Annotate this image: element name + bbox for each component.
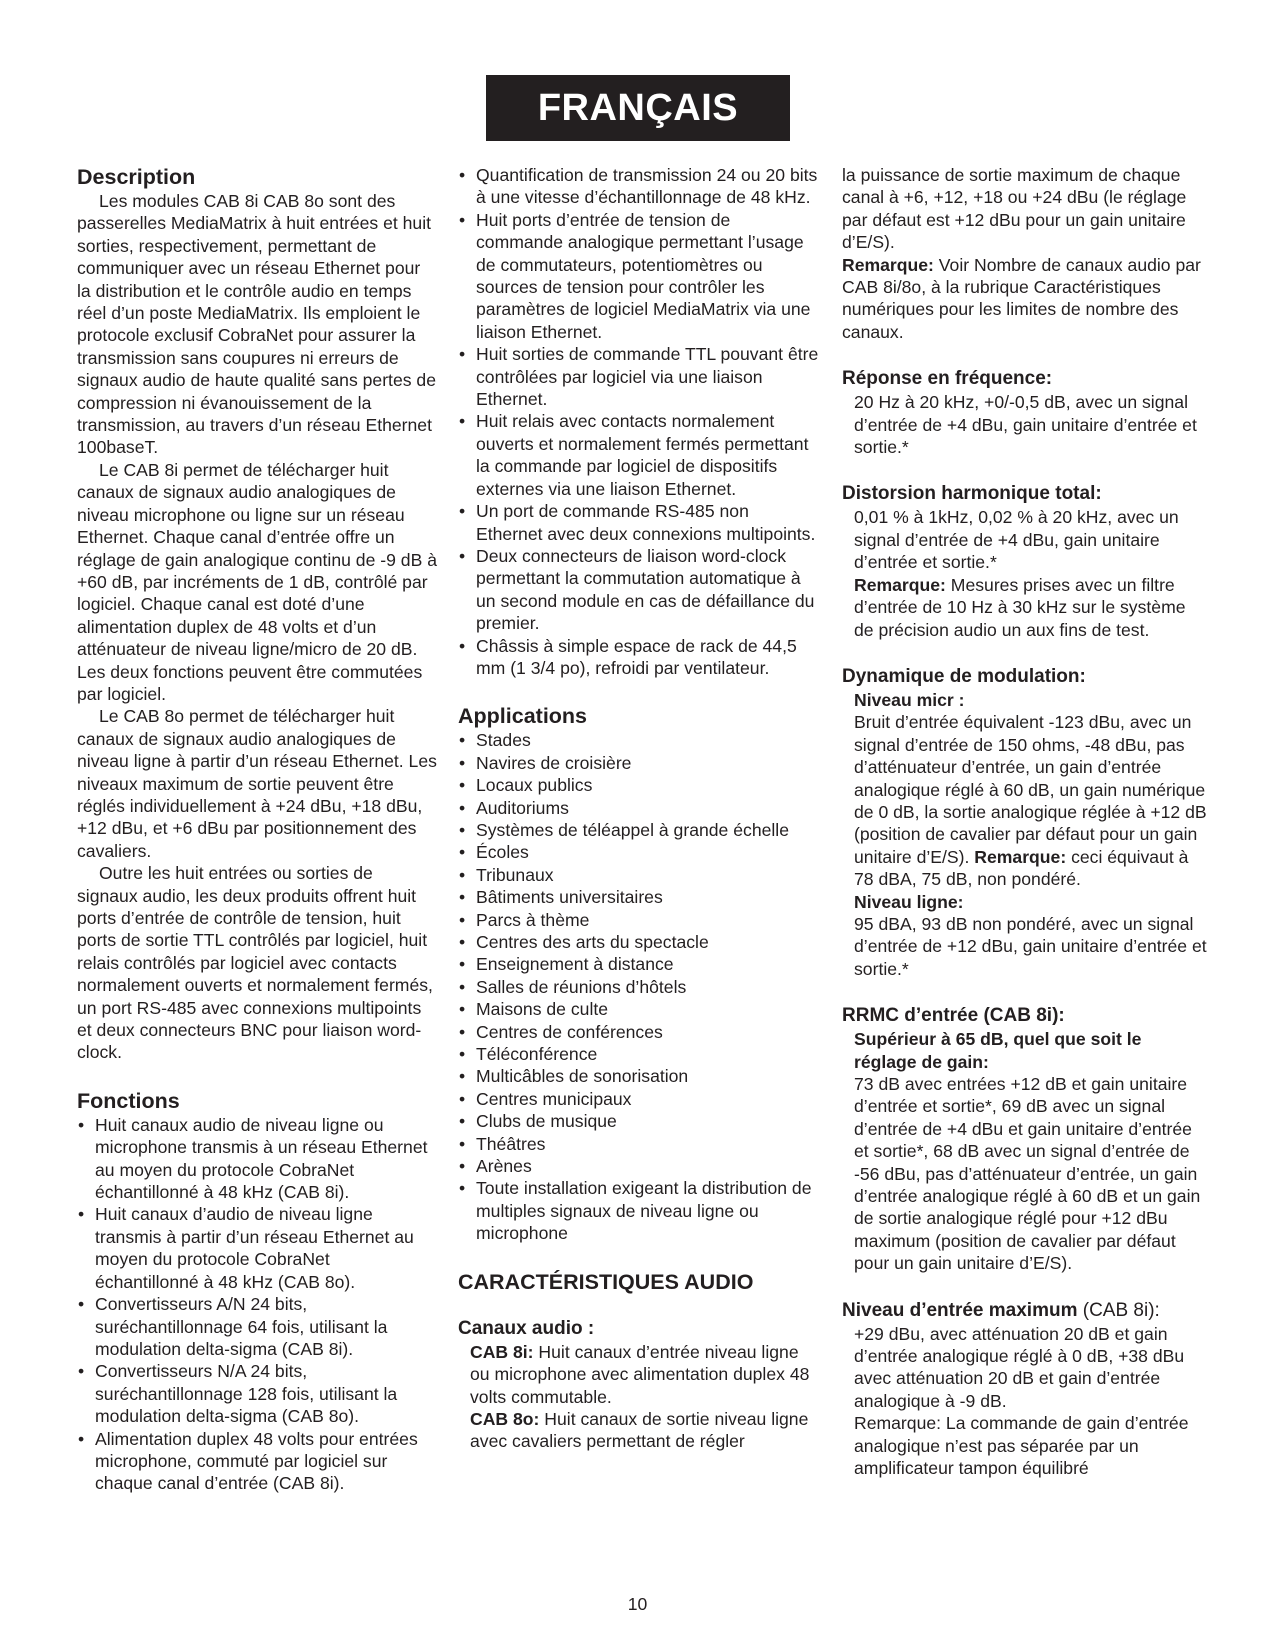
list-item: • Tribunaux (458, 864, 820, 886)
distorsion-heading: Distorsion harmonique total: (842, 483, 1102, 505)
list-item: • Auditoriums (458, 797, 820, 819)
remarque-label: Remarque: (854, 574, 946, 595)
description-paragraph: Le CAB 8i permet de télécharger huit canaux de signaux audio analogiques de niveau microphone ou ligne sur un réseau Ethernet. Chaque canal d’entrée offre un réglage de gain analogique continu de -9 dB à +60 dB, par incréments de 1 dB, contrôlé par logiciel. Chaque canal est doté d’une alimentation duplex de 48 volts et d’un atténuateur de niveau ligne/micro de 20 dB. Les deux fonctions peuvent être commutées par logiciel. (77, 459, 437, 704)
remarque-label: Remarque: (974, 846, 1067, 867)
applications-list (458, 729, 820, 1244)
list-item: • Deux connecteurs de liaison word-clock permettant la commutation automatique à un second module en cas de défaillance du premier. (458, 545, 820, 635)
niveau-max-suffix: (CAB 8i): (1077, 1299, 1160, 1321)
dynamique-heading: Dynamique de modulation: (842, 665, 1086, 687)
niveau-max-text: +29 dBu, avec atténuation 20 dB et gain d’entrée analogique réglé à 0 dB, +38 dBu avec atténuation 20 dB et gain d’entrée analogique à -9 dB. (854, 1323, 1185, 1411)
list-item: • Systèmes de téléappel à grande échelle (458, 819, 820, 841)
list-item: • Centres des arts du spectacle (458, 931, 820, 953)
niveau-micr-text (842, 711, 1207, 890)
language-banner (486, 75, 790, 141)
list-item: • Bâtiments universitaires (458, 886, 820, 908)
distorsion-remarque (842, 574, 1207, 641)
list-item: • Locaux publics (458, 774, 820, 796)
niveau-max-remarque: Remarque: La commande de gain d’entrée analogique n’est pas séparée par un amplificateur tampon équilibré (854, 1413, 1189, 1479)
list-item: • Enseignement à distance (458, 953, 820, 975)
audio-specs-heading: CARACTÉRISTIQUES AUDIO (458, 1269, 754, 1294)
list-item: • Convertisseurs A/N 24 bits, suréchantillonnage 64 fois, utilisant la modulation delta-sigma (CAB 8i). (77, 1293, 437, 1360)
list-item: • Téléconférence (458, 1043, 820, 1065)
distorsion-text: 0,01 % à 1kHz, 0,02 % à 20 kHz, avec un signal d’entrée de +4 dBu, gain unitaire d’entrée et sortie.* (854, 507, 1179, 573)
list-item: • Multicâbles de sonorisation (458, 1065, 820, 1087)
remarque-label: Remarque: (842, 254, 934, 275)
rrmc-subhead: Supérieur à 65 dB, quel que soit le réglage de gain: (854, 1029, 1142, 1072)
niveau-ligne-label: Niveau ligne: (854, 891, 964, 912)
list-item: • Stades (458, 729, 820, 751)
list-item: • Convertisseurs N/A 24 bits, suréchantillonnage 128 fois, utilisant la modulation delta-sigma (CAB 8o). (77, 1360, 437, 1427)
cab8i-text: Huit canaux d’entrée niveau ligne ou microphone avec alimentation duplex 48 volts commutable. (470, 1341, 810, 1407)
list-item: • Huit sorties de commande TTL pouvant être contrôlées par logiciel via une liaison Ethernet. (458, 343, 820, 410)
niveau-max-title: Niveau d’entrée maximum (842, 1299, 1078, 1321)
list-item: • Navires de croisière (458, 752, 820, 774)
reponse-text: 20 Hz à 20 kHz, +0/-0,5 dB, avec un signal d’entrée de +4 dBu, gain unitaire d’entrée et sortie.* (854, 392, 1197, 458)
list-item: • Huit ports d’entrée de tension de commande analogique permettant l’usage de commutateurs, potentiomètres ou sources de tension pour contrôler les paramètres de logiciel MediaMatrix via une liaison Ethernet. (458, 209, 820, 343)
niveau-micr-label: Niveau micr : (854, 689, 965, 710)
remarque-text: Voir Nombre de canaux audio par CAB 8i/8o, à la rubrique Caractéristiques numériques pour les limites de nombre des canaux. (842, 254, 1201, 342)
remarque-text: Mesures prises avec un filtre d’entrée de 10 Hz à 30 kHz sur le système de précision audio un aux fins de test. (854, 574, 1186, 640)
list-item: • Toute installation exigeant la distribution de multiples signaux de niveau ligne ou microphone (458, 1177, 820, 1244)
list-item: • Quantification de transmission 24 ou 20 bits à une vitesse d’échantillonnage de 48 kHz. (458, 164, 820, 209)
list-item: • Clubs de musique (458, 1110, 820, 1132)
list-item: • Arènes (458, 1155, 820, 1177)
cab8o-label: CAB 8o: (470, 1408, 540, 1429)
cab8o-continued-text: la puissance de sortie maximum de chaque canal à +6, +12, +18 ou +24 dBu (le réglage par défaut est +12 dBu pour un gain unitaire d’E/S). (842, 165, 1187, 253)
rrmc-heading: RRMC d’entrée (CAB 8i): (842, 1005, 1065, 1027)
banner-title: FRANÇAIS (537, 86, 739, 129)
description-paragraph: Le CAB 8o permet de télécharger huit canaux de signaux audio analogiques de niveau ligne à partir d’un réseau Ethernet. Les niveaux maximum de sortie peuvent être réglés individuellement à +24 dBu, +18 dBu, +12 dBu, et +6 dBu par positionnement des cavaliers. (77, 706, 437, 861)
list-item: • Alimentation duplex 48 volts pour entrées microphone, commuté par logiciel sur chaque canal d’entrée (CAB 8i). (77, 1428, 437, 1495)
remarque-text: ceci équivaut à 78 dBA, 75 dB, non pondéré. (854, 846, 1189, 890)
niveau-ligne-text: 95 dBA, 93 dB non pondéré, avec un signal d’entrée de +12 dBu, gain unitaire d’entrée et sortie.* (854, 913, 1207, 979)
cab8o-text: Huit canaux de sortie niveau ligne avec cavaliers permettant de régler (470, 1408, 809, 1452)
reponse-heading: Réponse en fréquence: (842, 368, 1053, 390)
list-item: • Huit canaux d’audio de niveau ligne transmis à partir d’un réseau Ethernet au moyen du protocole CobraNet échantillonné à 48 kHz (CAB 8o). (77, 1203, 437, 1293)
fonctions-heading: Fonctions (77, 1088, 180, 1113)
list-item: • Centres de conférences (458, 1021, 820, 1043)
description-heading: Description (77, 165, 196, 189)
description-paragraph: Outre les huit entrées ou sorties de signaux audio, les deux produits offrent huit ports d’entrée de contrôle de tension, huit ports de sortie TTL contrôlés par logiciel, huit relais contrôlés par logiciel avec contacts normalement ouverts et normalement fermés, un port RS-485 avec connexions multipoints et deux connecteurs BNC pour liaison word-clock. (77, 863, 433, 1063)
list-item: • Châssis à simple espace de rack de 44,5 mm (1 3/4 po), refroidi par ventilateur. (458, 635, 820, 680)
list-item: • Écoles (458, 841, 820, 863)
column-2 (458, 164, 820, 1453)
fonctions-list-continued (458, 164, 820, 679)
cab8o-spec (458, 1408, 820, 1453)
remarque-canaux (842, 254, 1207, 344)
list-item: • Un port de commande RS-485 non Ethernet avec deux connexions multipoints. (458, 500, 820, 545)
list-item: • Parcs à thème (458, 909, 820, 931)
canaux-audio-heading: Canaux audio : (458, 1317, 595, 1339)
list-item: • Centres municipaux (458, 1088, 820, 1110)
niveau-max-heading (842, 1299, 1207, 1323)
list-item: • Théâtres (458, 1133, 820, 1155)
fonctions-list (77, 1114, 437, 1495)
cab8i-spec (458, 1341, 820, 1408)
page-number: 10 (627, 1594, 648, 1614)
column-3 (842, 164, 1207, 1480)
list-item: • Salles de réunions d’hôtels (458, 976, 820, 998)
cab8i-label: CAB 8i: (470, 1341, 534, 1362)
column-1 (77, 164, 437, 1495)
list-item: • Huit relais avec contacts normalement ouverts et normalement fermés permettant la commande par logiciel de dispositifs externes via une liaison Ethernet. (458, 410, 820, 500)
niveau-micr-body: Bruit d’entrée équivalent -123 dBu, avec un signal d’entrée de 150 ohms, -48 dBu, pas d’atténuateur d’entrée, un gain d’entrée analogique réglé à 60 dB, un gain numérique de 0 dB, la sortie analogique réglée à +12 dB (position de cavalier par défaut pour un gain unitaire d’E/S). (854, 712, 1207, 867)
applications-heading: Applications (458, 704, 588, 729)
list-item: • Maisons de culte (458, 998, 820, 1020)
description-paragraph: Les modules CAB 8i CAB 8o sont des passerelles MediaMatrix à huit entrées et huit sorties, respectivement, permettant de communiquer avec un réseau Ethernet pour la distribution et le contrôle audio en temps réel d’un poste MediaMatrix. Ils emploient le protocole exclusif CobraNet pour assurer la transmission sans coupures ni erreurs de signaux audio de haute qualité sans pertes de compression ni évanouissement de la transmission, au travers d’un réseau Ethernet 100baseT. (77, 191, 436, 458)
rrmc-text: 73 dB avec entrées +12 dB et gain unitaire d’entrée et sortie*, 69 dB avec un signal d’entrée de +4 dBu et gain unitaire d’entrée et sortie*, 68 dB avec un signal d’entrée de -56 dBu, pas d’atténuateur d’entrée, un gain d’entrée analogique réglé à 60 dB et un gain de sortie analogique réglé pour +12 dBu maximum (position de cavalier par défaut pour un gain unitaire d’E/S). (854, 1074, 1201, 1274)
list-item: • Huit canaux audio de niveau ligne ou microphone transmis à un réseau Ethernet au moyen du protocole CobraNet échantillonné à 48 kHz (CAB 8i). (77, 1114, 437, 1204)
